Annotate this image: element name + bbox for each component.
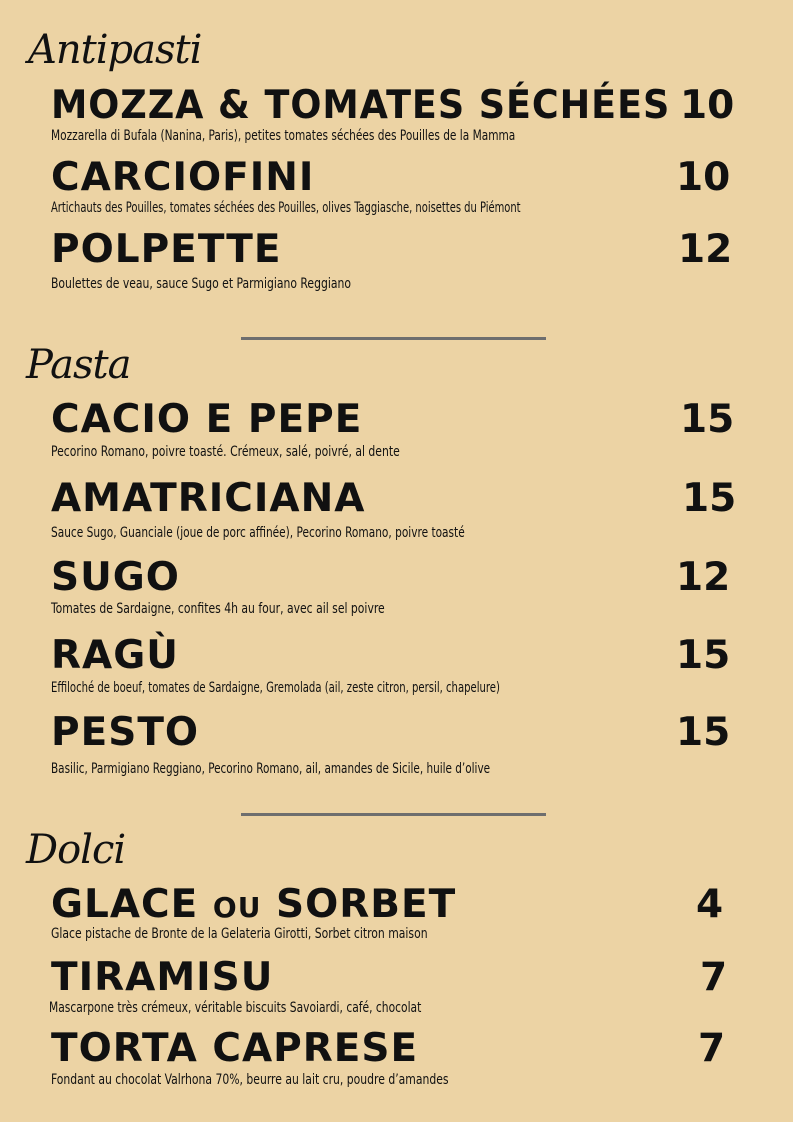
item-name: RAGÙ: [51, 633, 179, 678]
section-title-pasta: Pasta: [26, 342, 131, 388]
item-description: Sauce Sugo, Guanciale (joue de porc affinée), Pecorino Romano, poivre toasté: [51, 525, 465, 541]
item-description: Tomates de Sardaigne, confites 4h au four, avec ail sel poivre: [51, 601, 385, 617]
item-description: Glace pistache de Bronte de la Gelateria Girotti, Sorbet citron maison: [51, 926, 428, 942]
item-price: 15: [676, 633, 731, 678]
section-title-antipasti: Antipasti: [28, 27, 202, 73]
item-description: Basilic, Parmigiano Reggiano, Pecorino Romano, ail, amandes de Sicile, huile d’olive: [51, 761, 491, 777]
item-name: SUGO: [51, 555, 180, 600]
item-name: PESTO: [51, 710, 200, 755]
item-description: Artichauts des Pouilles, tomates séchées des Pouilles, olives Taggiasche, noisettes du Piémont: [51, 200, 521, 216]
item-name: TIRAMISU: [51, 955, 274, 1000]
item-description: Boulettes de veau, sauce Sugo et Parmigiano Reggiano: [51, 276, 351, 292]
item-price: 12: [676, 555, 731, 600]
item-price: 10: [676, 155, 731, 200]
section-title-dolci: Dolci: [26, 827, 126, 873]
item-name-connector: OU: [212, 891, 262, 924]
item-price: 15: [682, 476, 737, 521]
item-name: POLPETTE: [51, 227, 282, 272]
item-price: 4: [696, 882, 724, 927]
item-name: AMATRICIANA: [51, 476, 366, 521]
section-divider: [241, 337, 546, 340]
item-price: 7: [700, 955, 728, 1000]
item-price: 12: [678, 227, 733, 272]
item-description: Fondant au chocolat Valrhona 70%, beurre au lait cru, poudre d’amandes: [51, 1072, 449, 1088]
item-name: CARCIOFINI: [51, 155, 315, 200]
item-description: Pecorino Romano, poivre toasté. Crémeux, salé, poivré, al dente: [51, 444, 400, 460]
item-description: Mozzarella di Bufala (Nanina, Paris), petites tomates séchées des Pouilles de la Mamma: [51, 128, 516, 144]
item-description: Mascarpone très crémeux, véritable biscuits Savoiardi, café, chocolat: [49, 1000, 422, 1016]
item-price: 15: [680, 397, 735, 442]
item-name: CACIO E PEPE: [51, 397, 363, 442]
item-name: TORTA CAPRESE: [51, 1026, 419, 1071]
item-price: 7: [698, 1026, 726, 1071]
item-price: 15: [676, 710, 731, 755]
item-name-part: SORBET: [276, 882, 457, 927]
section-divider: [241, 813, 546, 816]
item-name-part: GLACE: [51, 882, 199, 927]
item-description: Effiloché de boeuf, tomates de Sardaigne, Gremolada (ail, zeste citron, persil, chapelure): [51, 680, 500, 696]
item-name: [51, 882, 457, 927]
item-price: 10: [680, 83, 735, 128]
item-name: MOZZA & TOMATES SÉCHÉES: [51, 83, 671, 128]
